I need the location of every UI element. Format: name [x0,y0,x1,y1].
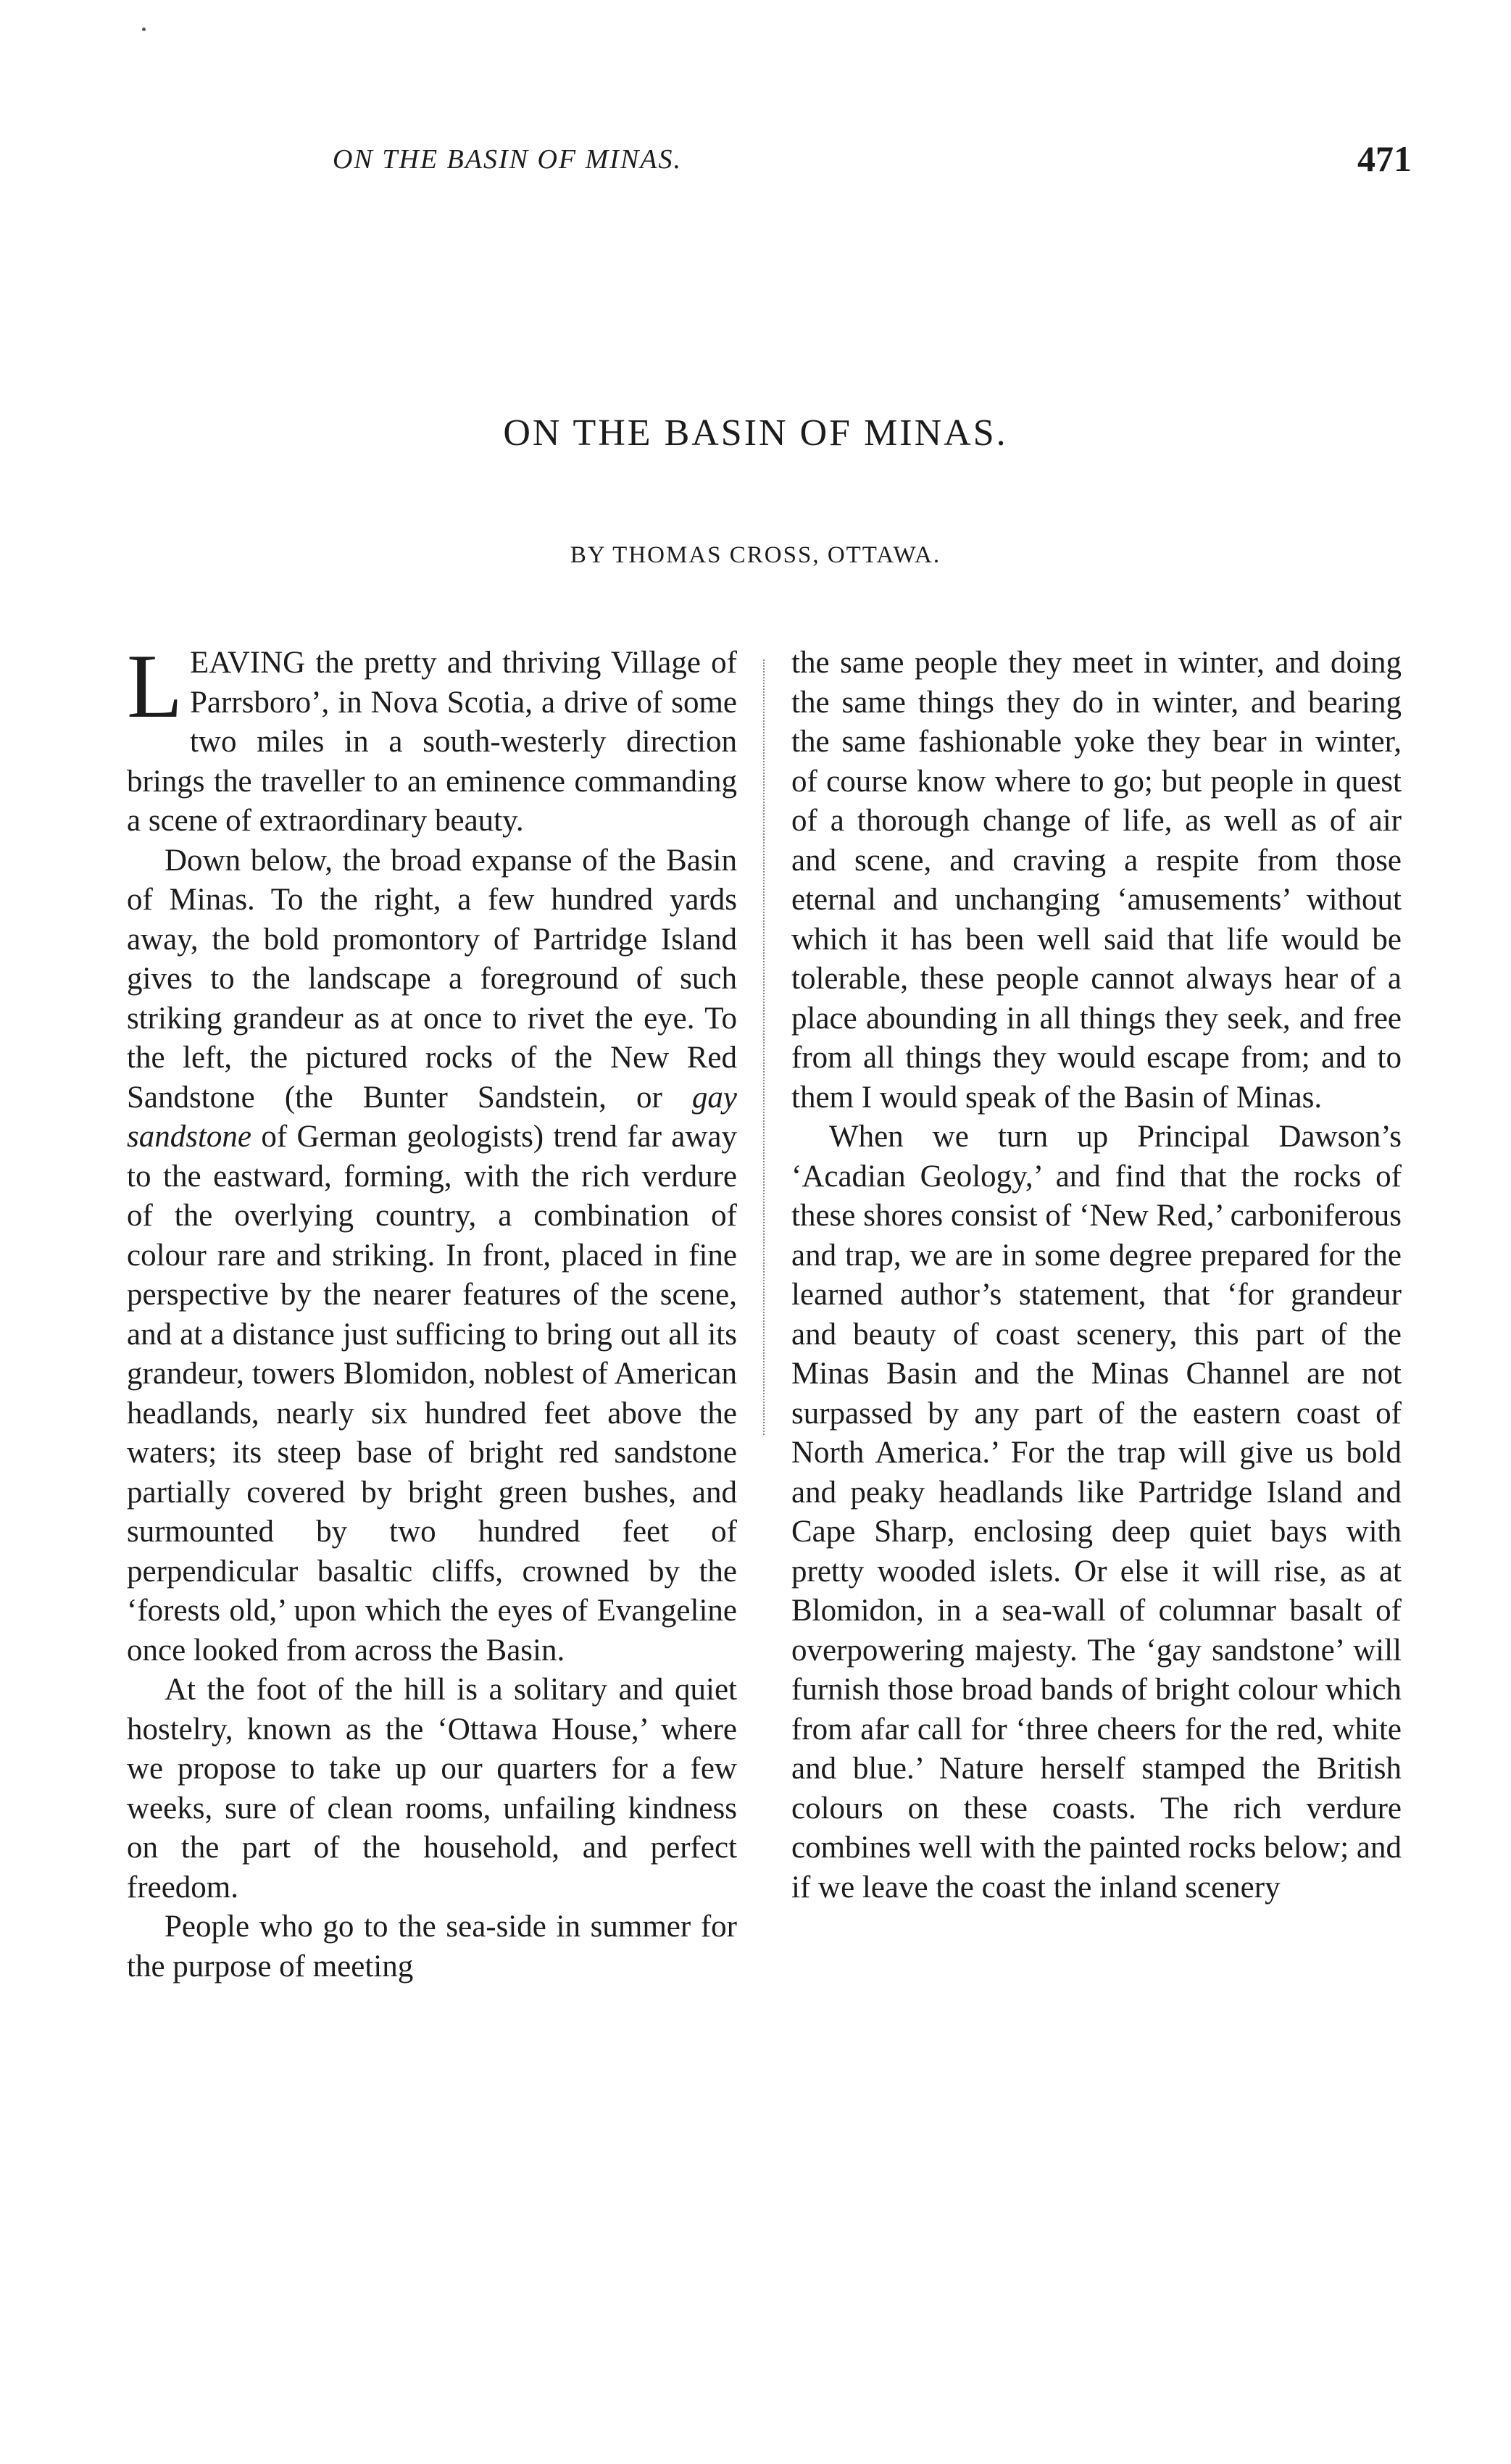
paragraph-1-text: EAVING the pretty and thriving Village of Parrsboro’, in Nova Scotia, a drive of some two miles in a south-westerly direction brings the traveller to an eminence commanding a scene of extraordinary beauty. [127,646,737,838]
page-number: 471 [1357,138,1412,179]
left-column [127,636,738,1986]
paragraph-5: the same people they meet in winter, and doing the same things they do in winter, and bearing the same fashionable yoke they bear in winter, of course know where to go; but people in quest of a thorough change of life, as well as of air and scene, and craving a respite from those eternal and unchanging ‘amusements’ without which it has been well said that life would be tolerable, these people cannot always hear of a place abounding in all things they seek, and free from all things they would escape from; and to them I would speak of the Basin of Minas. [791,646,1402,1115]
article-title: ON THE BASIN OF MINAS. [503,412,1008,454]
paragraph-6: When we turn up Principal Dawson’s ‘Acadian Geology,’ and find that the rocks of these shores consist of ‘New Red,’ carboniferous and trap, we are in some degree prepared for the learned author’s statement, that ‘for grandeur and beauty of coast scenery, this part of the Minas Basin and the Minas Channel are not surpassed by any part of the eastern coast of North America.’ For the trap will give us bold and peaky headlands like Partridge Island and Cape Sharp, enclosing deep quiet bays with pretty wooded islets. Or else it will rise, as at Blomidon, in a sea-wall of columnar basalt of overpowering majesty. The ‘gay sandstone’ will furnish those broad bands of bright colour which from afar call for ‘three cheers for the red, white and blue.’ Nature herself stamped the British colours on these coasts. The rich verdure combines well with the painted rocks below; and if we leave the coast the inland scenery [791,1120,1402,1905]
column-divider [763,659,765,1435]
paragraph-3: At the foot of the hill is a solitary and quiet hostelry, known as the ‘Ottawa House,’ where we propose to take up our quarters for a few weeks, sure of clean rooms, unfailing kindness on the part of the household, and perfect freedom. [127,1673,737,1905]
paragraph-4: People who go to the sea-side in summer for the purpose of meeting [127,1910,737,1984]
paragraph-2-text-b: of German geologists) trend far away to the eastward, forming, with the rich verdure of the overlying country, a combination of colour rare and striking. In front, placed in fine perspective by the nearer features of the scene, and at a distance just sufficing to bring out all its grandeur, towers Blomidon, noblest of American headlands, nearly six hundred feet above the waters; its steep base of bright red sandstone partially covered by bright green bushes, and surmounted by two hundred feet of perpendicular basaltic cliffs, crowned by the ‘forests old,’ upon which the eyes of Evangeline once looked from across the Basin. [127,1120,738,1668]
running-title: ON THE BASIN OF MINAS. [332,144,683,175]
right-column [791,644,1402,1907]
article-byline: BY THOMAS CROSS, OTTAWA. [570,542,941,568]
print-speck [142,28,146,31]
paragraph-1 [127,636,737,841]
drop-cap: L [127,636,183,737]
paragraph-2-text-a: Down below, the broad expanse of the Basin of Minas. To the right, a few hundred yards away, the bold promontory of Partridge Island gives to the landscape a foreground of such striking grandeur as at once to rivet the eye. To the left, the pictured rocks of the New Red Sandstone (the Bunter Sandstein, or [127,843,737,1115]
paragraph-2-italic: gay sandstone [127,1080,737,1154]
paragraph-2 [127,841,737,1671]
